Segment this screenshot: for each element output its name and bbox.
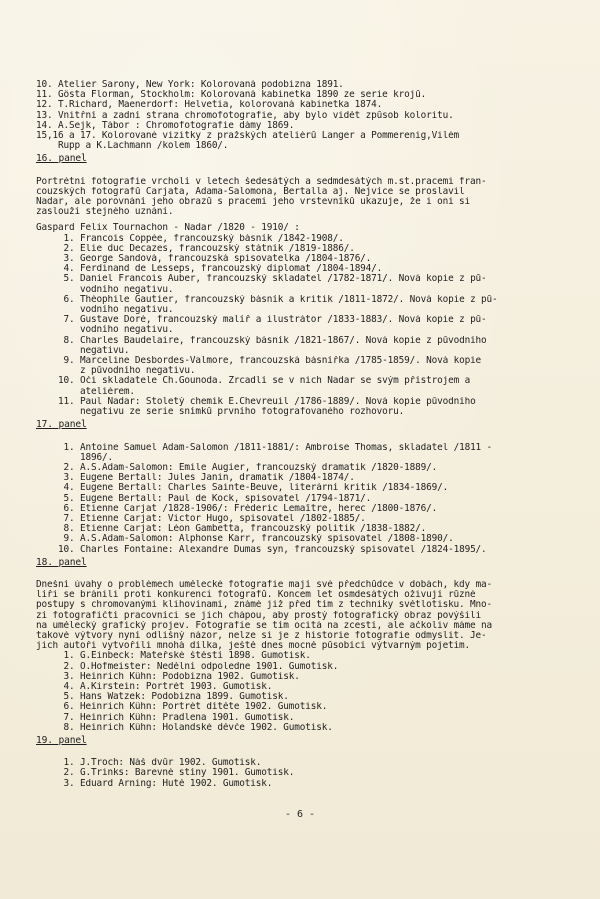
paragraph-line: Nadar, ale porovnání jeho obrazů s pracemi jeho vrstevníků ukazuje, že i oni si <box>36 197 471 208</box>
list-item: vodního negativu. <box>58 284 174 295</box>
list-item: 4. A.Kirstein: Portrét 1903. Gumotisk. <box>58 681 273 692</box>
list-item: 8. Etienne Carjat: Léon Gambetta, francouzský politik /1838-1882/. <box>58 524 427 535</box>
list-item: vodního negativu. <box>58 305 174 316</box>
panel-19-heading: 19. panel <box>36 734 87 746</box>
paragraph-line: jich autoři vytvořili mnohá dílka, ještě dnes mocně působící výtvarným pojetím. <box>36 641 471 652</box>
list-item: vodního negativu. <box>58 325 174 336</box>
list-item: 10. Atelier Sarony, New York: Kolorovaná podobizna 1891. <box>36 80 344 90</box>
list-item: 1. Francois Coppée, francouzský básník /1842-1908/. <box>58 233 344 244</box>
list-item: 3. George Sandová, francouzská spisovatelka /1804-1876/. <box>58 254 372 265</box>
paragraph-line: zaslouží stejného uznání. <box>36 207 174 218</box>
list-item: 11. Gösta Florman, Stockholm: Kolorovaná kabinetka 1890 ze serie krojů. <box>36 90 427 101</box>
list-item: 6. Théophile Gautier, francouzský básník a kritik /1811-1872/. Nová kopie z pů- <box>58 294 498 305</box>
intro-list <box>36 80 576 151</box>
list-item: 11. Paul Nadar: Stoletý chemik E.Chevreuil /1786-1889/. Nová kopie původního <box>58 396 476 407</box>
panel-18-list <box>36 651 576 733</box>
list-item: 15,16 a 17. Kolorované vizitky z pražských ateliérů Langer a Pommerenig,Vilém <box>36 131 460 142</box>
panel-18-intro <box>36 580 576 651</box>
list-item: 1. J.Troch: Náš dvůr 1902. Gumotisk. <box>58 758 262 769</box>
list-item: 5. Eugene Bertall: Paul de Kock, spisovatel /1794-1871/. <box>58 493 372 504</box>
document-body <box>36 80 576 789</box>
list-item: 2. Elie duc Decazes, francouzský státník /1819-1886/. <box>58 243 355 254</box>
list-item: 3. Heinrich Kühn: Podobizna 1902. Gumotisk. <box>58 671 300 682</box>
list-item: 1. Antoine Samuel Adam-Salomon /1811-1881/: Ambroise Thomas, skladatel /1811 - <box>58 442 493 453</box>
list-item: 4. Eugene Bertall: Charles Sainte-Beuve, literární kritik /1834-1869/. <box>58 483 449 494</box>
panel-18-heading: 18. panel <box>36 556 87 568</box>
list-item: 1. G.Einbeck: Mateřské štěstí 1898. Gumotisk. <box>58 651 311 662</box>
paragraph-line: Portrétní fotografie vrcholí v letech šedesátých a sedmdesátých m.st.pracemi fran- <box>36 176 487 187</box>
paragraph-line: takové výtvory nyní odlišný názor, nelze si je z historie fotografie odmyslit. Je- <box>36 630 487 641</box>
page-number: - 6 - <box>284 809 316 820</box>
list-item: 3. Eugene Bertall: Jules Janin, dramatik /1804-1874/. <box>58 473 355 484</box>
panel-19-list <box>36 758 576 789</box>
list-item: 1896/. <box>58 452 113 463</box>
list-item: 8. Charles Baudelaire, francouzský básník /1821-1867/. Nová kopie z původního <box>58 335 487 346</box>
list-item: 2. A.S.Adam-Salomon: Emile Augier, francouzský dramatik /1820-1889/. <box>58 462 438 473</box>
list-item: z původního negativu. <box>58 366 196 377</box>
list-item: 12. T.Richard, Maenerdorf: Helvetia, kolorovaná kabinetka 1874. <box>36 100 383 111</box>
list-item: 8. Heinrich Kühn: Holandské děvče 1902. Gumotisk. <box>58 722 333 733</box>
paragraph-line: Dnešní úvahy o problémech umělecké fotografie mají své předchůdce v dobách, kdy ma- <box>36 579 493 590</box>
list-item: negativu. <box>58 345 130 356</box>
list-item: 5. Daniel Francois Auber, francouzský skladatel /1782-1871/. Nová kopie z pů- <box>58 274 487 285</box>
list-item: 14. A.Sejk, Tábor : Chromofotografie dámy 1869. <box>36 120 295 131</box>
panel-17-list <box>36 443 576 555</box>
list-item: 7. Gustave Doré, francouzský malíř a ilustrátor /1833-1883/. Nová kopie z pů- <box>58 315 487 326</box>
list-item: 4. Ferdinand de Lesseps, francouzský diplomat /1804-1894/. <box>58 264 383 275</box>
panel-17-heading: 17. panel <box>36 419 87 431</box>
list-item: negativu ze serie snímků prvního fotografovaného rozhovoru. <box>58 407 405 418</box>
list-item: ateliérem. <box>58 386 135 397</box>
list-item: 7. Heinrich Kühn: Pradlena 1901. Gumotisk. <box>58 712 295 723</box>
list-item: 2. G.Trinks: Barevné stíny 1901. Gumotisk. <box>58 768 295 779</box>
panel-16-group-title: Gaspard Felix Tournachon - Nadar /1820 - 1910/ : <box>36 223 300 234</box>
list-item: 5. Hans Watzek: Podobizna 1899. Gumotisk. <box>58 692 289 703</box>
panel-16-heading: 16. panel <box>36 153 87 165</box>
list-item: 6. Heinrich Kühn: Portrét dítěte 1902. Gumotisk. <box>58 702 328 713</box>
list-item: 13. Vnitřní a zadní strana chromofotografie, aby bylo vidět způsob koloritu. <box>36 110 454 121</box>
paragraph-line: líři se bránili proti konkurenci fotografů. Koncem let osmdesátých oživují různé <box>36 590 476 601</box>
panel-16-intro <box>36 177 576 218</box>
panel-16-list <box>36 234 576 418</box>
list-item: 9. Marceline Desbordes-Valmore, francouzská básnířka /1785-1859/. Nová kopie <box>58 356 482 367</box>
list-item: 10. Oči skladatele Ch.Gounoda. Zrcadlí se v nich Nadar se svým přístrojem a <box>58 376 471 387</box>
list-item: 3. Eduard Arning: Hutě 1902. Gumotisk. <box>58 778 273 789</box>
list-item: 2. O.Hofmeister: Nedělní odpoledne 1901. Gumotisk. <box>58 661 339 672</box>
list-item: Rupp a K.Lachmann /kolem 1860/. <box>36 141 229 152</box>
list-item: 9. A.S.Adam-Salomon: Alphonse Karr, francouzský spisovatel /1808-1890/. <box>58 534 454 545</box>
list-item: 7. Etienne Carjat: Victor Hugo, spisovatel /1802-1885/. <box>58 513 366 524</box>
paragraph-line: na umělecký grafický projev. Fotografie se tím ocitá na zcestí, ale ačkoliv máme na <box>36 620 493 631</box>
paragraph-line: couzských fotografů Carjata, Adama-Salomona, Bertalla aj. Nejvíce se proslavil <box>36 186 465 197</box>
paragraph-line: zí fotografičtí pracovníci se jich chápou, aby prostý fotografický obraz povýšili <box>36 610 482 621</box>
list-item: 6. Etienne Carjat /1828-1906/: Fréderic Lemaître, herec /1800-1876/. <box>58 503 438 514</box>
list-item: 10. Charles Fontaine: Alexandre Dumas syn, francouzský spisovatel /1824-1895/. <box>58 544 487 555</box>
paragraph-line: postupy s chromovanými klihovinami, známé již před tím z techniky světlotisku. Mno- <box>36 600 493 611</box>
